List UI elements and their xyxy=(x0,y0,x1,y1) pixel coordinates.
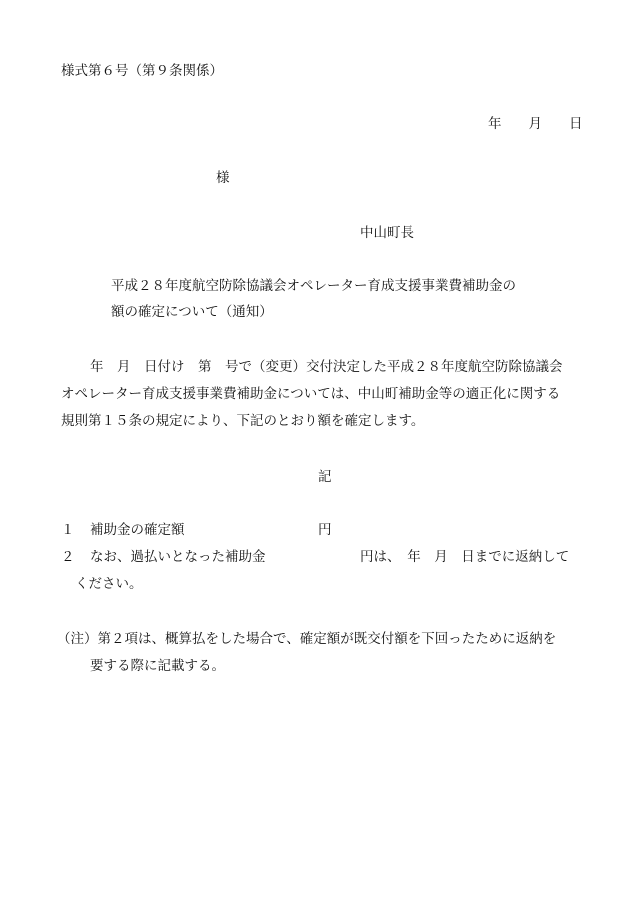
item-2-continuation: ください。 xyxy=(75,576,143,592)
note-line-2: 要する際に記載する。 xyxy=(90,658,225,674)
note-line-1: （注）第２項は、概算払をした場合で、確定額が既交付額を下回ったために返納を xyxy=(57,631,557,647)
addressee-suffix: 様 xyxy=(216,170,230,186)
item-2-label: なお、過払いとなった補助金 xyxy=(90,549,266,565)
body-line-2: オペレーター育成支援事業費補助金については、中山町補助金等の適正化に関する xyxy=(61,386,561,402)
item-1-unit: 円 xyxy=(318,522,332,538)
title-line-2: 額の確定について（通知） xyxy=(111,304,273,320)
item-1-number: １ xyxy=(61,522,75,538)
issuer-name: 中山町長 xyxy=(360,225,414,241)
item-1-label: 補助金の確定額 xyxy=(90,522,185,538)
body-line-1: 年 月 日付け 第 号で（変更）交付決定した平成２８年度航空防除協議会 xyxy=(90,359,563,375)
form-number: 様式第６号（第９条関係） xyxy=(61,63,223,79)
item-2-number: ２ xyxy=(61,549,75,565)
title-line-1: 平成２８年度航空防除協議会オペレーター育成支援事業費補助金の xyxy=(111,278,516,294)
item-2-text: 円は、 年 月 日までに返納して xyxy=(360,549,570,565)
date-line: 年 月 日 xyxy=(488,116,583,132)
body-line-3: 規則第１５条の規定により、下記のとおり額を確定します。 xyxy=(61,413,425,429)
ki-heading: 記 xyxy=(318,469,332,485)
